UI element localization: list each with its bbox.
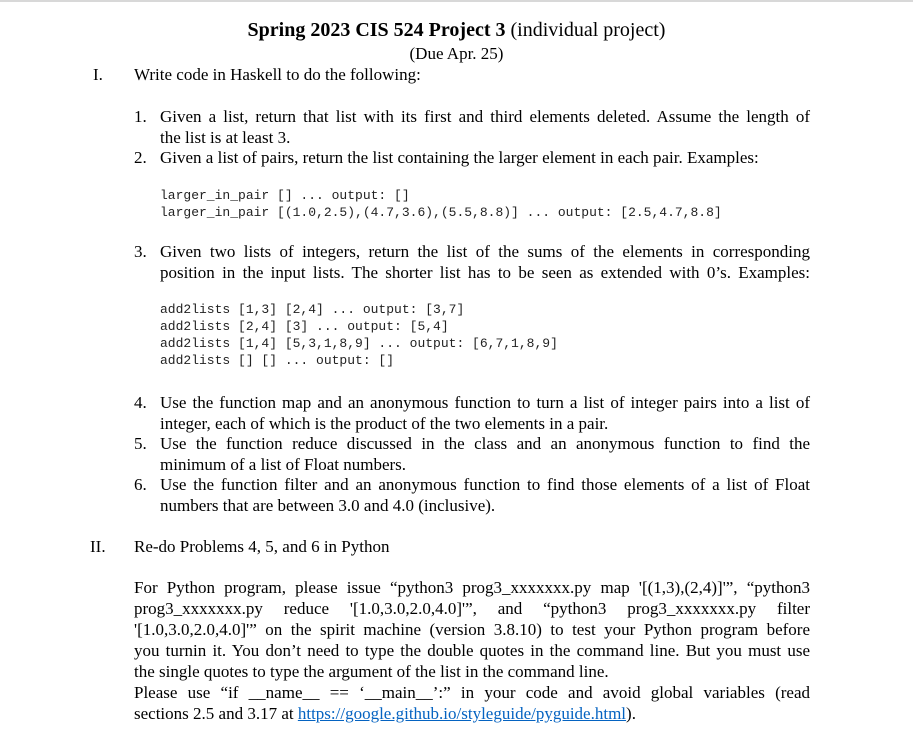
section-2-para-line-5: the single quotes to type the argument of the list in the command line. [134,662,609,681]
item-3-code-1: add2lists [1,3] [2,4] ... output: [3,7] [160,302,465,317]
item-2-code-1: larger_in_pair [] ... output: [] [160,188,410,203]
section-2-number: II. [90,537,106,556]
item-4-line-1: Use the function map and an anonymous function to turn a list of integer pairs into a list of [160,393,810,412]
title-bold: Spring 2023 CIS 524 Project 3 [247,19,506,41]
item-3-number: 3. [134,242,147,261]
item-4-number: 4. [134,393,147,412]
item-2-line-1: Given a list of pairs, return the list containing the larger element in each pair. Examples: [160,148,759,167]
item-6-line-2: numbers that are between 3.0 and 4.0 (inclusive). [160,496,496,515]
item-2-number: 2. [134,148,147,167]
section-2-heading: Re-do Problems 4, 5, and 6 in Python [134,537,390,556]
item-3-line-2: position in the input lists. The shorter list has to be seen as extended with 0’s. Examples: [160,263,810,282]
due-date: (Due Apr. 25) [409,44,504,63]
item-5-number: 5. [134,434,147,453]
styleguide-link[interactable]: https://google.github.io/styleguide/pyguide.html [297,704,627,723]
section-2-para-line-2: prog3_xxxxxxx.py reduce '[1.0,3.0,2.0,4.0]'”, and “python3 prog3_xxxxxxx.py filter [134,599,810,618]
item-3-line-1: Given two lists of integers, return the list of the sums of the elements in corresponding [160,242,810,261]
item-3-code-4: add2lists [] [] ... output: [] [160,353,395,368]
item-1-number: 1. [134,107,147,126]
references-suffix: ). [626,704,636,723]
item-4-line-2: integer, each of which is the product of the two elements in a pair. [160,414,609,433]
item-6-line-1: Use the function filter and an anonymous function to find those elements of a list of Float [160,475,810,494]
item-2-code-2: larger_in_pair [(1.0,2.5),(4.7,3.6),(5.5,8.8)] ... output: [2.5,4.7,8.8] [160,205,722,220]
item-5-line-2: minimum of a list of Float numbers. [160,455,407,474]
item-3-code-2: add2lists [2,4] [3] ... output: [5,4] [160,319,449,334]
references-prefix: sections 2.5 and 3.17 at [134,704,298,723]
title-rest: (individual project) [505,19,666,41]
top-border [0,0,913,2]
section-2-para-line-6: Please use “if __name__ == ‘__main__’:” in your code and avoid global variables (read [134,683,810,702]
item-1-line-2: the list is at least 3. [160,128,291,147]
section-2-para-line-7 [134,704,636,724]
item-3-code-3: add2lists [1,4] [5,3,1,8,9] ... output: [6,7,1,8,9] [160,336,558,351]
section-1-number: I. [93,65,103,84]
item-5-line-1: Use the function reduce discussed in the class and an anonymous function to find the [160,434,810,453]
page-title [0,18,913,42]
section-2-para-line-4: you turnin it. You don’t need to type the double quotes in the command line. But you must use [134,641,810,660]
section-1-heading: Write code in Haskell to do the following: [134,65,421,84]
item-1-line-1: Given a list, return that list with its first and third elements deleted. Assume the length of [160,107,810,126]
item-6-number: 6. [134,475,147,494]
section-2-para-line-3: '[1.0,3.0,2.0,4.0]'” on the spirit machine (version 3.8.10) to test your Python program before [134,620,810,639]
section-2-para-line-1: For Python program, please issue “python3 prog3_xxxxxxx.py map '[(1,3),(2,4)]'”, “python3 [134,578,810,597]
